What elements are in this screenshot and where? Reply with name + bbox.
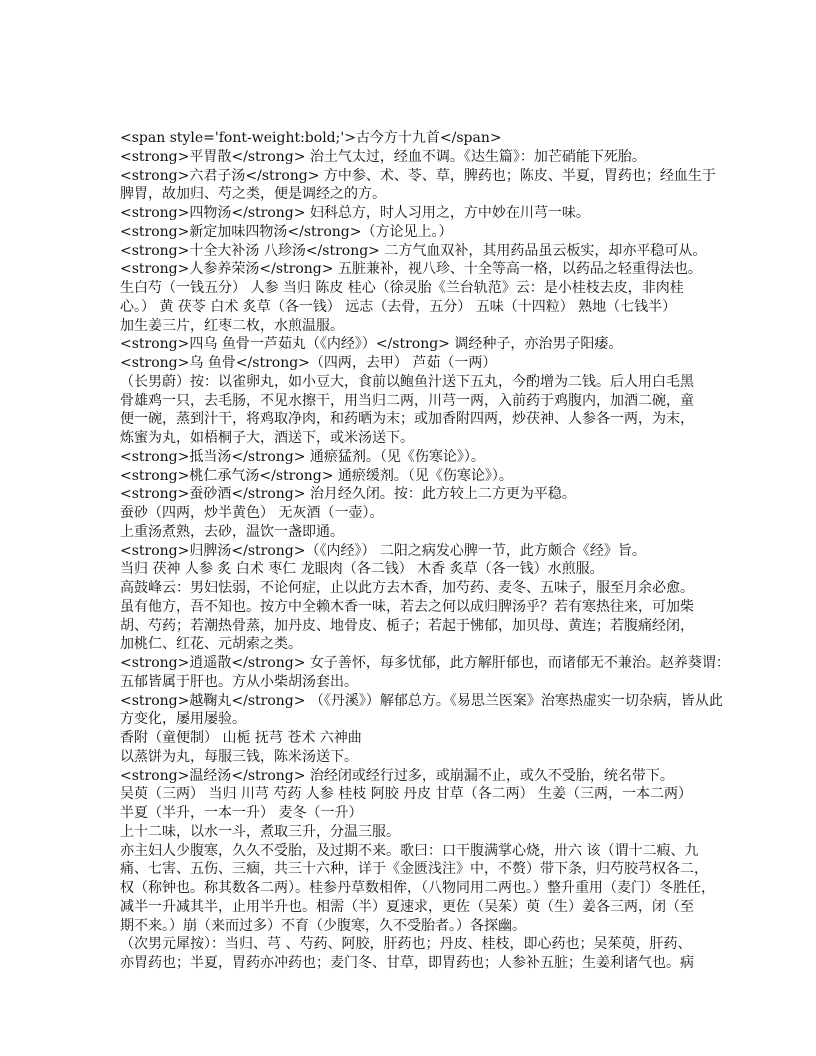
text-line: <strong>四乌 鱼骨一芦茹丸（《内经》）</strong> 调经种子，亦治男子阳痿。 [120, 336, 623, 353]
text-line: <strong>人参养荣汤</strong> 五脏兼补，视八珍、十全等高一格，以药品之轻重得法也。 [120, 261, 702, 278]
text-line: <strong>六君子汤</strong> 方中参、术、苓、草，脾药也；陈皮、半夏，胃药也；经血生于 [120, 167, 716, 184]
text-line: <strong>十全大补汤 八珍汤</strong> 二方气血双补，其用药品虽云板实，却亦平稳可从。 [120, 242, 707, 259]
text-line: 高鼓峰云：男妇怯弱，不论何症，止以此方去木香，加芍药、麦冬、五味子，服至月余必愈。 [120, 580, 694, 596]
text-line: 权（称钟也。称其数各二两）。桂参丹草数相侔，（八物同用二两也。）整升重用（麦门）冬胜任， [120, 880, 715, 896]
text-line: 脾胃，故加归、芍之类，便是调经之的方。 [120, 186, 386, 203]
document-body [120, 129, 730, 973]
text-line: 痛、七害、五伤、三痼，共三十六种，详于《金匮浅注》中，不赘）带下条，归芍胶芎权各二， [120, 861, 708, 878]
text-line: 五郁皆属于肝也。方从小柴胡汤套出。 [120, 673, 358, 690]
text-line: 加桃仁、红花、元胡索之类。 [120, 636, 302, 653]
text-line: 生白芍（一钱五分） 人参 当归 陈皮 桂心（徐灵胎《兰台轨范》云：是小桂枝去皮，非肉桂 [120, 280, 684, 296]
text-line: 期不来。）崩（来而过多）不育（少腹寒，久不受胎者。）各探幽。 [120, 917, 526, 934]
text-line: <strong>越鞠丸</strong> （《丹溪》）解郁总方。《易思兰医案》治寒热虚实一切杂病，皆从此 [120, 692, 723, 709]
text-line: <strong>乌 鱼骨</strong>（四两，去甲） 芦茹（一两） [120, 355, 497, 371]
text-line: 上十二味，以水一斗，煮取三升，分温三服。 [120, 823, 400, 840]
text-line: 亦主妇人少腹寒，久久不受胎，及过期不来。歌曰：口干腹满掌心烧，卅六 该（谓十二瘕、九 [120, 842, 699, 859]
text-line: 蚕砂（四两，炒半黄色） 无灰酒（一壶）。 [120, 505, 384, 521]
text-line: 虽有他方，吾不知也。按方中全赖木香一味，若去之何以成归脾汤乎？若有寒热往来，可加柴 [120, 598, 694, 615]
text-line: 便一碗，蒸到汁干，将鸡取净肉，和药晒为末；或加香附四两，炒茯神、人参各一两，为末， [120, 411, 694, 428]
text-line: <strong>新定加味四物汤</strong>（方论见上。） [120, 223, 453, 240]
text-line: <strong>归脾汤</strong>（《内经》） 二阳之病发心脾一节，此方颇合《经》旨。 [120, 542, 646, 559]
text-line: <strong>蚕砂酒</strong> 治月经久闭。按：此方较上二方更为平稳。 [120, 486, 576, 503]
text-line: 上重汤煮熟，去砂，温饮一盏即通。 [120, 523, 344, 540]
text-line: 胡、芍药；若潮热骨蒸，加丹皮、地骨皮、栀子；若起于怫郁，加贝母、黄连；若腹痛经闭， [120, 617, 694, 634]
text-line: 骨雄鸡一只，去毛肠，不见水擦干，用当归二两，川芎一两，入前药于鸡腹内，加酒二碗，童 [120, 392, 694, 409]
text-line: （次男元犀按）：当归、芎 、芍药、阿胶，肝药也；丹皮、桂枝，即心药也；吴茱萸，肝药、 [120, 936, 692, 953]
text-line: <span style='font-weight:bold;'>古今方十九首</span> [120, 130, 502, 146]
text-line: 方变化，屡用屡验。 [120, 711, 246, 728]
text-line: 亦胃药也；半夏，胃药亦冲药也；麦门冬、甘草，即胃药也；人参补五脏；生姜利诸气也。病 [120, 955, 694, 971]
text-line: 减半一升减其半，止用半升也。相需（半）夏速求，更佐（吴茱）萸（生）姜各三两，闭（至 [120, 898, 694, 915]
text-line: <strong>桃仁承气汤</strong> 通瘀缓剂。（见《伤寒论》）。 [120, 467, 513, 484]
text-line: 当归 茯神 人参 炙 白术 枣仁 龙眼肉（各二钱） 木香 炙草（各一钱）水煎服。 [120, 561, 604, 578]
text-line: <strong>逍遥散</strong> 女子善怀，每多忧郁，此方解肝郁也，而诸郁无不兼治。赵养葵谓： [120, 655, 730, 671]
text-line: <strong>四物汤</strong> 妇科总方，时人习用之，方中妙在川芎一味。 [120, 205, 590, 221]
text-line: 半夏（半升，一本一升） 麦冬（一升） [120, 805, 363, 821]
text-line: 加生姜三片，红枣二枚，水煎温服。 [120, 317, 344, 334]
text-line: <strong>平胃散</strong> 治土气太过，经血不调。《达生篇》：加芒硝能下死胎。 [120, 148, 646, 165]
text-line: 香附（童便制） 山栀 抚芎 苍术 六神曲 [120, 730, 362, 746]
text-line: 心。） 黄 茯苓 白术 炙草（各一钱） 远志（去骨，五分） 五味（十四粒） 熟地（七钱半） [120, 298, 677, 315]
text-line: <strong>抵当汤</strong> 通瘀猛剂。（见《伤寒论》）。 [120, 448, 485, 465]
text-line: 吴萸（三两） 当归 川芎 芍药 人参 桂枝 阿胶 丹皮 甘草（各二两） 生姜（三两，一本二两） [120, 786, 693, 803]
text-line: <strong>温经汤</strong> 治经闭或经行过多，或崩漏不止，或久不受胎，统名带下。 [120, 767, 674, 784]
text-line: 炼蜜为丸，如梧桐子大，酒送下，或米汤送下。 [120, 430, 414, 446]
text-line: （长男蔚）按：以雀卵丸，如小豆大，食前以鲍鱼汁送下五丸，今酌增为二钱。后人用白毛黑 [120, 373, 694, 390]
text-line: 以蒸饼为丸，每服三钱，陈米汤送下。 [120, 748, 358, 765]
